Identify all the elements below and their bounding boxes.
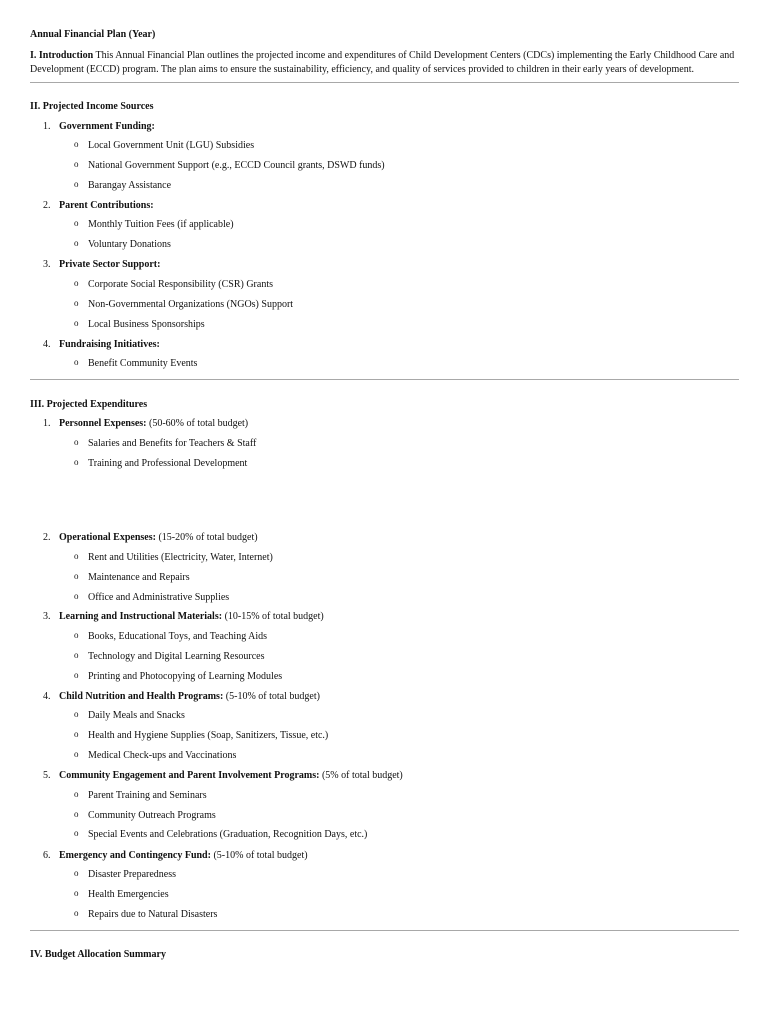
budget-share-note: (10-15% of total budget) (222, 611, 324, 622)
sub-item-text: Training and Professional Development (88, 458, 248, 469)
circle-bullet-icon: o (74, 139, 79, 149)
sub-item-text: Printing and Photocopying of Learning Modules (88, 671, 283, 682)
introduction-label: I. Introduction (30, 50, 94, 61)
circle-bullet-icon: o (74, 457, 79, 467)
item-label (59, 770, 403, 781)
expenditures-section-heading: III. Projected Expenditures (30, 399, 148, 410)
circle-bullet-icon: o (74, 278, 79, 288)
sub-item-text: Medical Check-ups and Vaccinations (88, 750, 237, 761)
sub-item-text: Technology and Digital Learning Resources (88, 651, 265, 662)
item-label-text: Community Engagement and Parent Involvement Programs: (59, 770, 320, 781)
item-label-text: Learning and Instructional Materials: (59, 611, 223, 622)
circle-bullet-icon: o (74, 888, 79, 898)
item-label-text: Operational Expenses: (59, 532, 156, 543)
sub-item-text: Monthly Tuition Fees (if applicable) (88, 219, 234, 230)
sub-item-text: Health and Hygiene Supplies (Soap, Sanitizers, Tissue, etc.) (88, 730, 329, 741)
sub-item-text: Special Events and Celebrations (Graduation, Recognition Days, etc.) (88, 829, 368, 840)
circle-bullet-icon: o (74, 729, 79, 739)
item-label-text: Private Sector Support: (59, 259, 161, 270)
circle-bullet-icon: o (74, 630, 79, 640)
item-number: 4. (43, 691, 51, 702)
item-label (59, 850, 308, 861)
budget-share-note: (15-20% of total budget) (155, 532, 258, 543)
circle-bullet-icon: o (74, 238, 79, 248)
circle-bullet-icon: o (74, 298, 79, 308)
sub-item-text: Disaster Preparedness (88, 869, 177, 880)
sub-item-text: Repairs due to Natural Disasters (88, 909, 218, 920)
budget-share-note: (50-60% of total budget) (146, 418, 249, 429)
sub-item-text: Rent and Utilities (Electricity, Water, Internet) (88, 552, 273, 563)
item-label-text: Government Funding: (59, 121, 155, 132)
circle-bullet-icon: o (74, 789, 79, 799)
budget-share-note: (5-10% of total budget) (223, 691, 320, 702)
circle-bullet-icon: o (74, 828, 79, 838)
budget-share-note: (5-10% of total budget) (210, 850, 308, 861)
circle-bullet-icon: o (74, 591, 79, 601)
item-label (59, 259, 160, 270)
sub-item-text: Health Emergencies (88, 889, 169, 900)
sub-item-text: Salaries and Benefits for Teachers & Staff (88, 438, 257, 449)
item-label (59, 418, 248, 429)
circle-bullet-icon: o (74, 551, 79, 561)
circle-bullet-icon: o (74, 670, 79, 680)
sub-item-text: Corporate Social Responsibility (CSR) Grants (88, 279, 273, 290)
item-label (59, 339, 160, 350)
item-label-text: Parent Contributions: (59, 200, 154, 211)
budget-share-note: (5% of total budget) (319, 770, 403, 781)
item-number: 2. (43, 200, 51, 211)
item-number: 2. (43, 532, 51, 543)
item-label (59, 532, 258, 543)
sub-item-text: Books, Educational Toys, and Teaching Aids (88, 631, 268, 642)
sub-item-text: Local Government Unit (LGU) Subsidies (88, 140, 255, 151)
sub-item-text: Community Outreach Programs (88, 810, 216, 821)
item-label (59, 691, 320, 702)
circle-bullet-icon: o (74, 571, 79, 581)
income-section-heading: II. Projected Income Sources (30, 101, 154, 112)
item-number: 5. (43, 770, 51, 781)
circle-bullet-icon: o (74, 868, 79, 878)
circle-bullet-icon: o (74, 437, 79, 447)
item-label-text: Fundraising Initiatives: (59, 339, 160, 350)
circle-bullet-icon: o (74, 218, 79, 228)
circle-bullet-icon: o (74, 749, 79, 759)
sub-item-text: Parent Training and Seminars (88, 790, 207, 801)
circle-bullet-icon: o (74, 357, 79, 367)
sub-item-text: Local Business Sponsorships (88, 319, 205, 330)
summary-section-heading: IV. Budget Allocation Summary (30, 949, 166, 960)
sub-item-text: Non-Governmental Organizations (NGOs) Support (88, 299, 294, 310)
sub-item-text: Office and Administrative Supplies (88, 592, 230, 603)
item-number: 3. (43, 611, 51, 622)
section-divider (30, 379, 739, 380)
circle-bullet-icon: o (74, 159, 79, 169)
circle-bullet-icon: o (74, 179, 79, 189)
document-title: Annual Financial Plan (Year) (30, 29, 156, 40)
sub-item-text: Benefit Community Events (88, 358, 198, 369)
item-label (59, 121, 155, 132)
section-divider (30, 930, 739, 931)
sub-item-text: National Government Support (e.g., ECCD Council grants, DSWD funds) (88, 160, 385, 171)
introduction-paragraph (30, 49, 739, 77)
sub-item-text: Daily Meals and Snacks (88, 710, 185, 721)
sub-item-text: Maintenance and Repairs (88, 572, 190, 583)
item-number: 1. (43, 121, 51, 132)
item-label (59, 611, 324, 622)
item-label-text: Child Nutrition and Health Programs: (59, 691, 224, 702)
section-divider (30, 82, 739, 83)
circle-bullet-icon: o (74, 809, 79, 819)
item-label (59, 200, 154, 211)
item-number: 6. (43, 850, 51, 861)
item-label-text: Personnel Expenses: (59, 418, 147, 429)
circle-bullet-icon: o (74, 650, 79, 660)
circle-bullet-icon: o (74, 709, 79, 719)
item-label-text: Emergency and Contingency Fund: (59, 850, 211, 861)
sub-item-text: Voluntary Donations (88, 239, 171, 250)
circle-bullet-icon: o (74, 908, 79, 918)
sub-item-text: Barangay Assistance (88, 180, 172, 191)
item-number: 1. (43, 418, 51, 429)
item-number: 4. (43, 339, 51, 350)
item-number: 3. (43, 259, 51, 270)
circle-bullet-icon: o (74, 318, 79, 328)
introduction-text: This Annual Financial Plan outlines the projected income and expenditures of Child Development Centers (CDCs) implementing the Early Childhood Care and Development (ECCD) program. The plan aims to ensure the sustainability, efficiency, and quality of services provided to children in their early years of development. (30, 50, 735, 75)
